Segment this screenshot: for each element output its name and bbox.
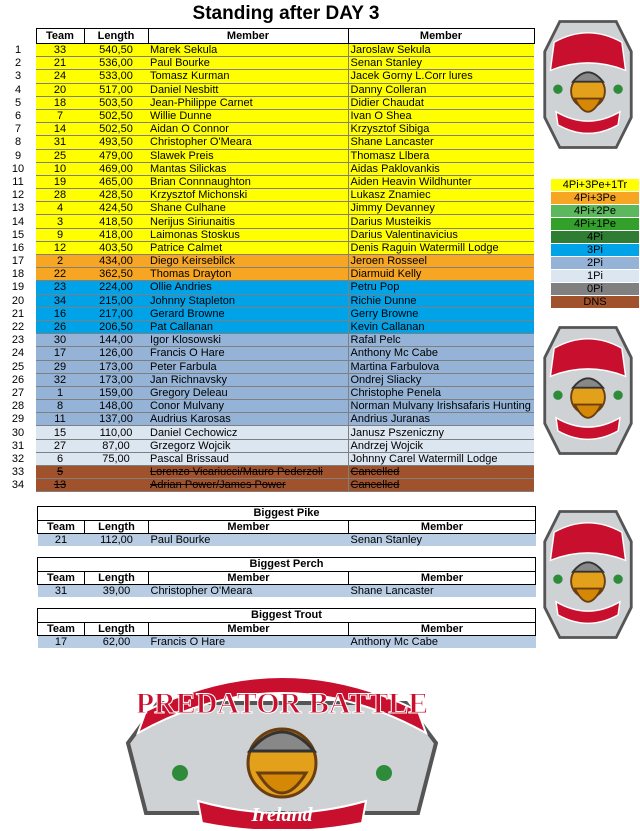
member1-header: Member bbox=[149, 521, 349, 534]
member1-cell: Nerijus Siriunaitis bbox=[148, 215, 348, 228]
rank-cell: 10 bbox=[0, 162, 36, 175]
member2-cell: Aidas Paklovankis bbox=[348, 162, 534, 175]
rank-cell: 27 bbox=[0, 386, 36, 399]
legend-item: 4Pi bbox=[551, 231, 639, 244]
team-cell: 17 bbox=[38, 636, 85, 649]
length-cell: 502,50 bbox=[84, 109, 148, 122]
logo-top-text: PREDATOR BATTLE bbox=[135, 687, 429, 720]
legend-item: 4Pi+3Pe bbox=[551, 192, 639, 205]
table-row bbox=[0, 70, 534, 83]
rank-cell: 14 bbox=[0, 215, 36, 228]
team-cell: 10 bbox=[36, 162, 84, 175]
rank-cell: 11 bbox=[0, 175, 36, 188]
team-cell: 23 bbox=[36, 281, 84, 294]
member1-cell: Tomasz Kurman bbox=[148, 70, 348, 83]
length-cell: 533,00 bbox=[84, 70, 148, 83]
member1-cell: Ollie Andries bbox=[148, 281, 348, 294]
member1-cell: Paul Bourke bbox=[149, 534, 349, 547]
table-row bbox=[0, 136, 534, 149]
team-cell: 31 bbox=[38, 585, 85, 598]
length-cell: 215,00 bbox=[84, 294, 148, 307]
legend-item: 3Pi bbox=[551, 244, 639, 257]
member2-cell: Ondrej Sliacky bbox=[348, 373, 534, 386]
rank-cell: 7 bbox=[0, 123, 36, 136]
member2-cell: Jeroen Rosseel bbox=[348, 255, 534, 268]
length-cell bbox=[84, 466, 148, 479]
predator-battle-logo bbox=[541, 318, 635, 463]
rank-cell: 20 bbox=[0, 294, 36, 307]
team-cell: 8 bbox=[36, 400, 84, 413]
table-row bbox=[38, 534, 536, 547]
member1-cell: Jan Richnavsky bbox=[148, 373, 348, 386]
length-cell: 418,00 bbox=[84, 228, 148, 241]
team-cell: 22 bbox=[36, 268, 84, 281]
member2-cell: Gerry Browne bbox=[348, 307, 534, 320]
team-header: Team bbox=[36, 29, 84, 44]
length-cell: 469,00 bbox=[84, 162, 148, 175]
length-cell: 217,00 bbox=[84, 307, 148, 320]
length-cell bbox=[84, 479, 148, 492]
team-cell: 28 bbox=[36, 189, 84, 202]
length-header: Length bbox=[85, 572, 149, 585]
legend-item: 0Pi bbox=[551, 283, 639, 296]
length-cell: 536,00 bbox=[84, 57, 148, 70]
biggest-pike-title: Biggest Pike bbox=[37, 506, 536, 520]
page-title: Standing after DAY 3 bbox=[192, 3, 380, 24]
legend-item: 2Pi bbox=[551, 257, 639, 270]
length-cell: 144,00 bbox=[84, 334, 148, 347]
team-cell: 20 bbox=[36, 83, 84, 96]
member1-cell: Brian Connnaughton bbox=[148, 175, 348, 188]
member2-cell: Anthony Mc Cabe bbox=[348, 347, 534, 360]
member1-cell: Shane Culhane bbox=[148, 202, 348, 215]
length-cell: 159,00 bbox=[84, 386, 148, 399]
member1-cell: Paul Bourke bbox=[148, 57, 348, 70]
table-row bbox=[0, 400, 534, 413]
team-header: Team bbox=[38, 623, 85, 636]
legend-item: DNS bbox=[551, 296, 639, 309]
member1-cell: Grzegorz Wojcik bbox=[148, 439, 348, 452]
member2-cell: Aiden Heavin Wildhunter bbox=[348, 175, 534, 188]
length-cell: 39,00 bbox=[85, 585, 149, 598]
member2-cell: Senan Stanley bbox=[349, 534, 536, 547]
length-cell: 173,00 bbox=[84, 373, 148, 386]
rank-cell: 29 bbox=[0, 413, 36, 426]
member2-cell: Rafal Pelc bbox=[348, 334, 534, 347]
team-cell: 1 bbox=[36, 386, 84, 399]
member2-cell: Thomasz Llbera bbox=[348, 149, 534, 162]
length-cell: 87,00 bbox=[84, 439, 148, 452]
member1-cell: Johnny Stapleton bbox=[148, 294, 348, 307]
member1-cell: Daniel Nesbitt bbox=[148, 83, 348, 96]
legend-item: 4Pi+3Pe+1Tr bbox=[551, 179, 639, 192]
member2-cell: Johnny Carel Watermill Lodge bbox=[348, 452, 534, 465]
team-cell: 17 bbox=[36, 347, 84, 360]
table-row bbox=[0, 202, 534, 215]
legend-item: 4Pi+1Pe bbox=[551, 218, 639, 231]
length-cell: 493,50 bbox=[84, 136, 148, 149]
member2-cell: Ivan O Shea bbox=[348, 109, 534, 122]
table-row bbox=[38, 636, 536, 649]
team-header: Team bbox=[38, 521, 85, 534]
team-cell: 21 bbox=[38, 534, 85, 547]
member1-header: Member bbox=[149, 623, 349, 636]
team-cell: 12 bbox=[36, 241, 84, 254]
length-cell: 465,00 bbox=[84, 175, 148, 188]
member1-cell: Laimonas Stoskus bbox=[148, 228, 348, 241]
member1-cell: Aidan O Connor bbox=[148, 123, 348, 136]
member1-cell: Diego Keirsebilck bbox=[148, 255, 348, 268]
table-row bbox=[0, 189, 534, 202]
team-cell: 31 bbox=[36, 136, 84, 149]
team-cell: 27 bbox=[36, 439, 84, 452]
length-cell: 502,50 bbox=[84, 123, 148, 136]
biggest-trout-title: Biggest Trout bbox=[37, 608, 536, 622]
rank-cell: 22 bbox=[0, 320, 36, 333]
member1-cell: Willie Dunne bbox=[148, 109, 348, 122]
legend-item: 4Pi+2Pe bbox=[551, 205, 639, 218]
length-cell: 403,50 bbox=[84, 241, 148, 254]
rank-cell: 26 bbox=[0, 373, 36, 386]
team-cell: 24 bbox=[36, 70, 84, 83]
table-row bbox=[0, 347, 534, 360]
member2-cell: Danny Colleran bbox=[348, 83, 534, 96]
biggest-pike-table bbox=[37, 506, 536, 546]
team-cell: 5 bbox=[36, 466, 84, 479]
length-cell: 62,00 bbox=[85, 636, 149, 649]
rank-cell: 34 bbox=[0, 479, 36, 492]
member2-cell: Shane Lancaster bbox=[349, 585, 536, 598]
table-row bbox=[0, 426, 534, 439]
length-cell: 418,50 bbox=[84, 215, 148, 228]
length-cell: 137,00 bbox=[84, 413, 148, 426]
rank-header bbox=[0, 29, 36, 44]
team-cell: 13 bbox=[36, 479, 84, 492]
member1-cell: Audrius Karosas bbox=[148, 413, 348, 426]
member1-cell: Christopher O'Meara bbox=[149, 585, 349, 598]
member2-cell: Jimmy Devanney bbox=[348, 202, 534, 215]
rank-cell: 32 bbox=[0, 452, 36, 465]
rank-cell: 19 bbox=[0, 281, 36, 294]
team-cell: 21 bbox=[36, 57, 84, 70]
table-row bbox=[0, 413, 534, 426]
length-cell: 75,00 bbox=[84, 452, 148, 465]
length-cell: 424,50 bbox=[84, 202, 148, 215]
length-header: Length bbox=[84, 29, 148, 44]
member2-cell: Senan Stanley bbox=[348, 57, 534, 70]
table-row bbox=[38, 585, 536, 598]
table-row bbox=[0, 373, 534, 386]
member1-cell: Peter Farbula bbox=[148, 360, 348, 373]
standings-table bbox=[0, 28, 535, 492]
member2-cell: Cancelled bbox=[348, 479, 534, 492]
rank-cell: 16 bbox=[0, 241, 36, 254]
member1-cell: Krzysztof Michonski bbox=[148, 189, 348, 202]
member2-header: Member bbox=[349, 521, 536, 534]
length-cell: 434,00 bbox=[84, 255, 148, 268]
member2-cell: Didier Chaudat bbox=[348, 96, 534, 109]
rank-cell: 33 bbox=[0, 466, 36, 479]
member1-cell: Adrian Power/James Power bbox=[148, 479, 348, 492]
member2-header: Member bbox=[349, 572, 536, 585]
rank-cell: 1 bbox=[0, 44, 36, 57]
member1-cell: Patrice Calmet bbox=[148, 241, 348, 254]
team-cell: 15 bbox=[36, 426, 84, 439]
member1-cell: Jean-Philippe Carnet bbox=[148, 96, 348, 109]
length-cell: 503,50 bbox=[84, 96, 148, 109]
length-cell: 112,00 bbox=[85, 534, 149, 547]
table-row bbox=[0, 320, 534, 333]
member1-cell: Gregory Deleau bbox=[148, 386, 348, 399]
rank-cell: 21 bbox=[0, 307, 36, 320]
length-cell: 362,50 bbox=[84, 268, 148, 281]
rank-cell: 28 bbox=[0, 400, 36, 413]
length-cell: 126,00 bbox=[84, 347, 148, 360]
rank-cell: 13 bbox=[0, 202, 36, 215]
member1-cell: Slawek Preis bbox=[148, 149, 348, 162]
rank-cell: 12 bbox=[0, 189, 36, 202]
member1-cell: Mantas Silickas bbox=[148, 162, 348, 175]
predator-battle-logo bbox=[541, 12, 635, 157]
table-row bbox=[0, 466, 534, 479]
member2-cell: Jaroslaw Sekula bbox=[348, 44, 534, 57]
rank-cell: 6 bbox=[0, 109, 36, 122]
member1-cell: Francis O Hare bbox=[148, 347, 348, 360]
member1-cell: Lorenzo Vicariucci/Mauro Pederzoli bbox=[148, 466, 348, 479]
length-cell: 540,50 bbox=[84, 44, 148, 57]
member1-cell: Igor Klosowski bbox=[148, 334, 348, 347]
biggest-perch-title: Biggest Perch bbox=[37, 557, 536, 571]
member1-cell: Marek Sekula bbox=[148, 44, 348, 57]
length-cell: 428,50 bbox=[84, 189, 148, 202]
member2-cell: Krzysztof Sibiga bbox=[348, 123, 534, 136]
legend-item: 1Pi bbox=[551, 270, 639, 283]
rank-cell: 5 bbox=[0, 96, 36, 109]
team-cell: 18 bbox=[36, 96, 84, 109]
table-row bbox=[0, 479, 534, 492]
member2-header: Member bbox=[349, 623, 536, 636]
member1-header: Member bbox=[149, 572, 349, 585]
member2-cell: Andrius Juranas bbox=[348, 413, 534, 426]
member2-cell: Lukasz Znamiec bbox=[348, 189, 534, 202]
member2-cell: Janusz Pszeniczny bbox=[348, 426, 534, 439]
length-cell: 479,00 bbox=[84, 149, 148, 162]
table-row bbox=[0, 96, 534, 109]
rank-cell: 31 bbox=[0, 439, 36, 452]
member2-cell: Martina Farbulova bbox=[348, 360, 534, 373]
team-cell: 34 bbox=[36, 294, 84, 307]
table-row bbox=[0, 241, 534, 254]
table-row bbox=[0, 123, 534, 136]
member2-cell: Jacek Gorny L.Corr lures bbox=[348, 70, 534, 83]
table-row bbox=[0, 439, 534, 452]
team-cell: 6 bbox=[36, 452, 84, 465]
member2-cell: Petru Pop bbox=[348, 281, 534, 294]
member1-cell: Daniel Cechowicz bbox=[148, 426, 348, 439]
rank-cell: 4 bbox=[0, 83, 36, 96]
length-header: Length bbox=[85, 521, 149, 534]
member2-cell: Christophe Penela bbox=[348, 386, 534, 399]
team-cell: 11 bbox=[36, 413, 84, 426]
rank-cell: 15 bbox=[0, 228, 36, 241]
member2-cell: Kevin Callanan bbox=[348, 320, 534, 333]
length-cell: 110,00 bbox=[84, 426, 148, 439]
member2-cell: Richie Dunne bbox=[348, 294, 534, 307]
member1-cell: Conor Mulvany bbox=[148, 400, 348, 413]
rank-cell: 23 bbox=[0, 334, 36, 347]
member2-cell: Andrzej Wojcik bbox=[348, 439, 534, 452]
member1-cell: Thomas Drayton bbox=[148, 268, 348, 281]
team-cell: 2 bbox=[36, 255, 84, 268]
member2-cell: Anthony Mc Cabe bbox=[349, 636, 536, 649]
team-cell: 14 bbox=[36, 123, 84, 136]
rank-cell: 18 bbox=[0, 268, 36, 281]
team-cell: 32 bbox=[36, 373, 84, 386]
logo-bottom-text: Ireland bbox=[251, 804, 313, 826]
team-cell: 19 bbox=[36, 175, 84, 188]
table-row bbox=[0, 268, 534, 281]
biggest-perch-table bbox=[37, 557, 536, 597]
member1-cell: Gerard Browne bbox=[148, 307, 348, 320]
biggest-trout-table bbox=[37, 608, 536, 648]
length-cell: 517,00 bbox=[84, 83, 148, 96]
table-row bbox=[0, 255, 534, 268]
rank-cell: 3 bbox=[0, 70, 36, 83]
length-header: Length bbox=[85, 623, 149, 636]
member1-cell: Christopher O'Meara bbox=[148, 136, 348, 149]
rank-cell: 17 bbox=[0, 255, 36, 268]
table-row bbox=[0, 83, 534, 96]
table-row bbox=[0, 307, 534, 320]
member1-cell: Francis O Hare bbox=[149, 636, 349, 649]
team-cell: 30 bbox=[36, 334, 84, 347]
rank-cell: 9 bbox=[0, 149, 36, 162]
table-row bbox=[0, 334, 534, 347]
rank-cell: 2 bbox=[0, 57, 36, 70]
length-cell: 173,00 bbox=[84, 360, 148, 373]
legend bbox=[551, 179, 639, 309]
rank-cell: 25 bbox=[0, 360, 36, 373]
table-row bbox=[0, 452, 534, 465]
team-cell: 25 bbox=[36, 149, 84, 162]
table-row bbox=[0, 149, 534, 162]
member2-header: Member bbox=[348, 29, 534, 44]
rank-cell: 24 bbox=[0, 347, 36, 360]
team-cell: 7 bbox=[36, 109, 84, 122]
table-row bbox=[0, 360, 534, 373]
member2-cell: Norman Mulvany Irishsafaris Hunting bbox=[348, 400, 534, 413]
team-cell: 3 bbox=[36, 215, 84, 228]
predator-battle-logo bbox=[541, 502, 635, 647]
member2-cell: Denis Raguin Watermill Lodge bbox=[348, 241, 534, 254]
team-cell: 33 bbox=[36, 44, 84, 57]
member2-cell: Diarmuid Kelly bbox=[348, 268, 534, 281]
rank-cell: 8 bbox=[0, 136, 36, 149]
member1-cell: Pascal Brissaud bbox=[148, 452, 348, 465]
member1-cell: Pat Callanan bbox=[148, 320, 348, 333]
member2-cell: Darius Musteikis bbox=[348, 215, 534, 228]
team-header: Team bbox=[38, 572, 85, 585]
table-row bbox=[0, 281, 534, 294]
rank-cell: 30 bbox=[0, 426, 36, 439]
length-cell: 224,00 bbox=[84, 281, 148, 294]
table-row bbox=[0, 44, 534, 57]
length-cell: 148,00 bbox=[84, 400, 148, 413]
team-cell: 9 bbox=[36, 228, 84, 241]
table-row bbox=[0, 215, 534, 228]
table-row bbox=[0, 57, 534, 70]
predator-battle-big-logo bbox=[118, 663, 446, 829]
table-row bbox=[0, 228, 534, 241]
team-cell: 16 bbox=[36, 307, 84, 320]
table-row bbox=[0, 386, 534, 399]
table-row bbox=[0, 162, 534, 175]
length-cell: 206,50 bbox=[84, 320, 148, 333]
team-cell: 29 bbox=[36, 360, 84, 373]
table-row bbox=[0, 109, 534, 122]
team-cell: 4 bbox=[36, 202, 84, 215]
member1-header: Member bbox=[148, 29, 348, 44]
member2-cell: Cancelled bbox=[348, 466, 534, 479]
table-row bbox=[0, 175, 534, 188]
member2-cell: Darius Valentinavicius bbox=[348, 228, 534, 241]
standings-header-row bbox=[0, 29, 534, 44]
team-cell: 26 bbox=[36, 320, 84, 333]
table-row bbox=[0, 294, 534, 307]
member2-cell: Shane Lancaster bbox=[348, 136, 534, 149]
